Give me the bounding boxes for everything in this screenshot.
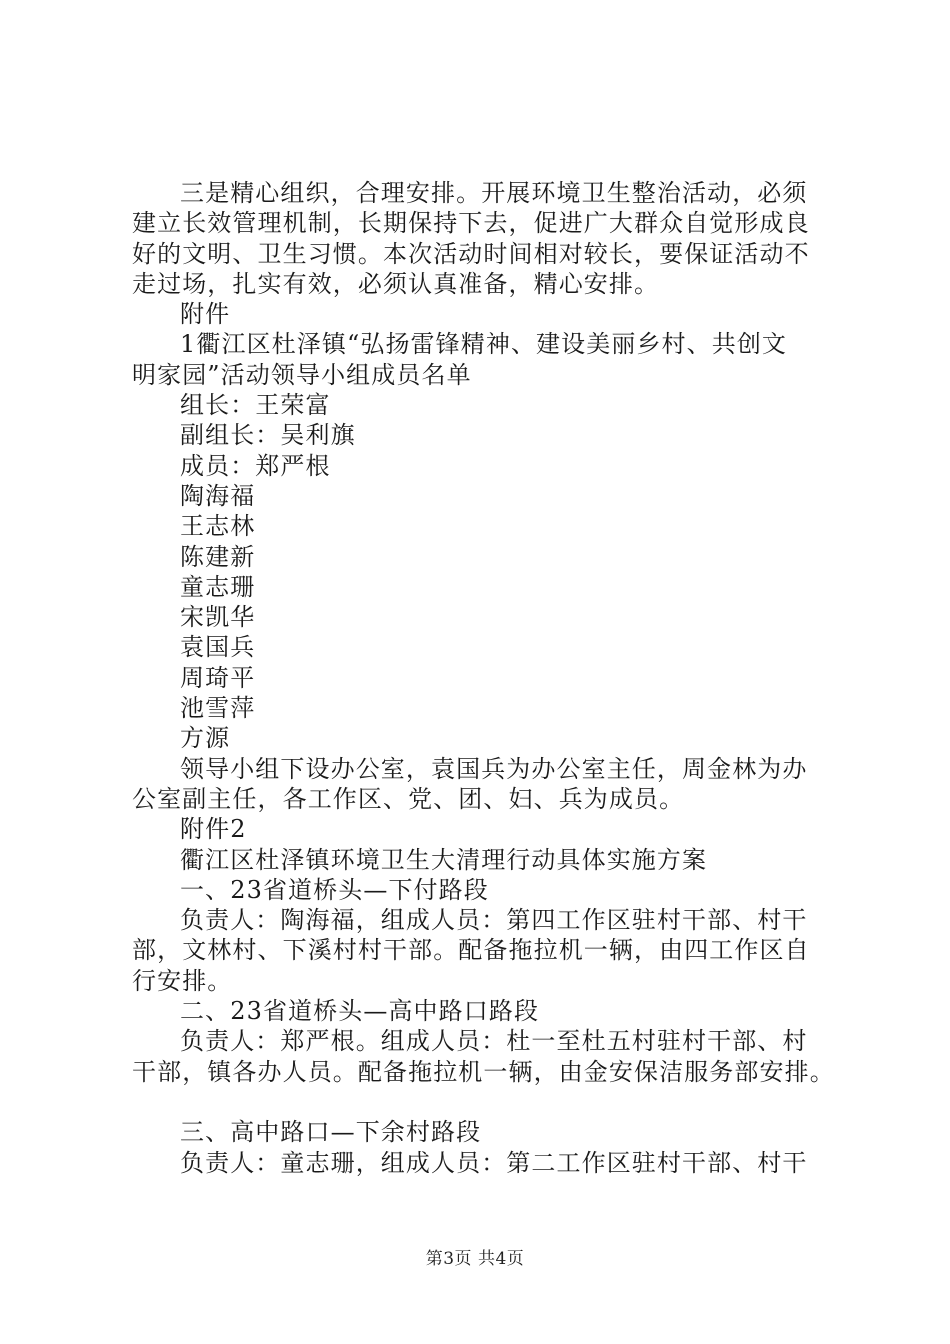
text-line: 陈建新 <box>180 542 256 571</box>
text-line: 负责人：童志珊，组成人员：第二工作区驻村干部、村干 <box>180 1148 808 1177</box>
text-line: 童志珊 <box>180 572 256 601</box>
text-line: 1衢江区杜泽镇“弘扬雷锋精神、建设美丽乡村、共创文 <box>180 330 788 359</box>
text-line: 袁国兵 <box>180 633 256 662</box>
text-line: 附件 <box>180 300 231 329</box>
text-line: 好的文明、卫生习惯。本次活动时间相对较长，要保证活动不 <box>132 239 810 268</box>
text-line: 组长：王荣富 <box>180 391 331 420</box>
text-line: 池雪萍 <box>180 694 256 723</box>
blank-line <box>132 1087 837 1117</box>
text-line: 一、23省道桥头—下付路段 <box>180 875 489 904</box>
text-line: 行安排。 <box>132 966 233 995</box>
text-line: 副组长：吴利旗 <box>180 421 356 450</box>
text-line: 干部，镇各办人员。配备拖拉机一辆，由金安保洁服务部安排。 <box>132 1057 835 1086</box>
text-line: 王志林 <box>180 512 256 541</box>
text-line: 陶海福 <box>180 481 256 510</box>
text-line: 周琦平 <box>180 663 256 692</box>
text-line: 方源 <box>180 724 231 753</box>
text-line: 领导小组下设办公室，袁国兵为办公室主任，周金林为办 <box>180 754 808 783</box>
text-line: 走过场，扎实有效，必须认真准备，精心安排。 <box>132 269 660 298</box>
text-line: 明家园”活动领导小组成员名单 <box>132 360 472 389</box>
document-body <box>132 178 837 1178</box>
text-line: 附件2 <box>180 815 247 844</box>
text-line: 宋凯华 <box>180 603 256 632</box>
text-line: 三是精心组织，合理安排。开展环境卫生整治活动，必须 <box>180 179 808 207</box>
page-footer: 第3页 共4页 <box>425 1249 525 1269</box>
text-line: 部，文林村、下溪村村干部。配备拖拉机一辆，由四工作区自 <box>132 936 810 965</box>
text-line: 公室副主任，各工作区、党、团、妇、兵为成员。 <box>132 784 685 813</box>
text-line: 建立长效管理机制，长期保持下去，促进广大群众自觉形成良 <box>132 209 810 238</box>
text-line: 负责人：陶海福，组成人员：第四工作区驻村干部、村干 <box>180 906 808 935</box>
text-line: 三、高中路口—下余村路段 <box>180 1118 482 1147</box>
text-line: 成员：郑严根 <box>180 451 331 480</box>
text-line: 二、23省道桥头—高中路口路段 <box>180 997 540 1026</box>
text-line: 衢江区杜泽镇环境卫生大清理行动具体实施方案 <box>180 845 708 874</box>
text-line: 负责人：郑严根。组成人员：杜一至杜五村驻村干部、村 <box>180 1027 808 1056</box>
